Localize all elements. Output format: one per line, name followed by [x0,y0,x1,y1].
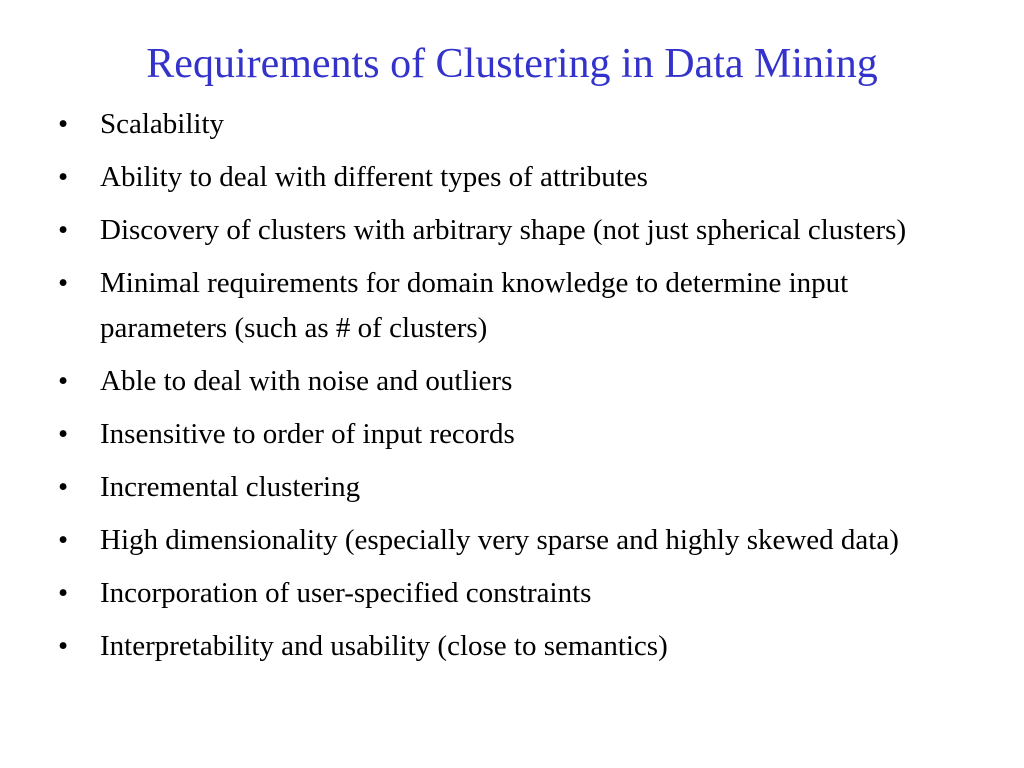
bullet-icon: • [58,417,69,450]
bullet-text: Interpretability and usability (close to semantics) [100,629,668,662]
bullet-text: Insensitive to order of input records [100,417,515,450]
bullet-text: Able to deal with noise and outliers [100,364,513,397]
bullet-icon: • [58,629,69,662]
bullet-item [58,571,958,616]
bullet-icon: • [58,267,69,299]
slide-title: Requirements of Clustering in Data Mining [146,41,878,87]
bullet-icon: • [58,576,69,609]
bullet-icon: • [58,108,69,140]
bullet-item [58,208,958,253]
bullet-text: Ability to deal with different types of attributes [100,161,648,193]
bullet-icon: • [58,364,69,397]
bullet-text: High dimensionality (especially very sparse and highly skewed data) [100,523,899,556]
bullet-item [58,155,958,200]
bullet-list [58,102,958,677]
bullet-item [58,359,958,404]
bullet-text: Minimal requirements for domain knowledge to determine input parameters (such as # of clusters) [100,267,849,344]
bullet-item [58,624,958,669]
bullet-icon: • [58,470,69,503]
bullet-item [58,518,958,563]
bullet-item [58,465,958,510]
bullet-text: Incorporation of user-specified constraints [100,576,592,609]
bullet-item [58,261,958,350]
bullet-text: Incremental clustering [100,470,361,503]
bullet-icon: • [58,161,69,193]
bullet-item [58,102,958,147]
bullet-text: Scalability [100,108,225,140]
bullet-text: Discovery of clusters with arbitrary shape (not just spherical clusters) [100,214,907,246]
bullet-icon: • [58,214,69,246]
bullet-item [58,412,958,457]
bullet-icon: • [58,523,69,556]
